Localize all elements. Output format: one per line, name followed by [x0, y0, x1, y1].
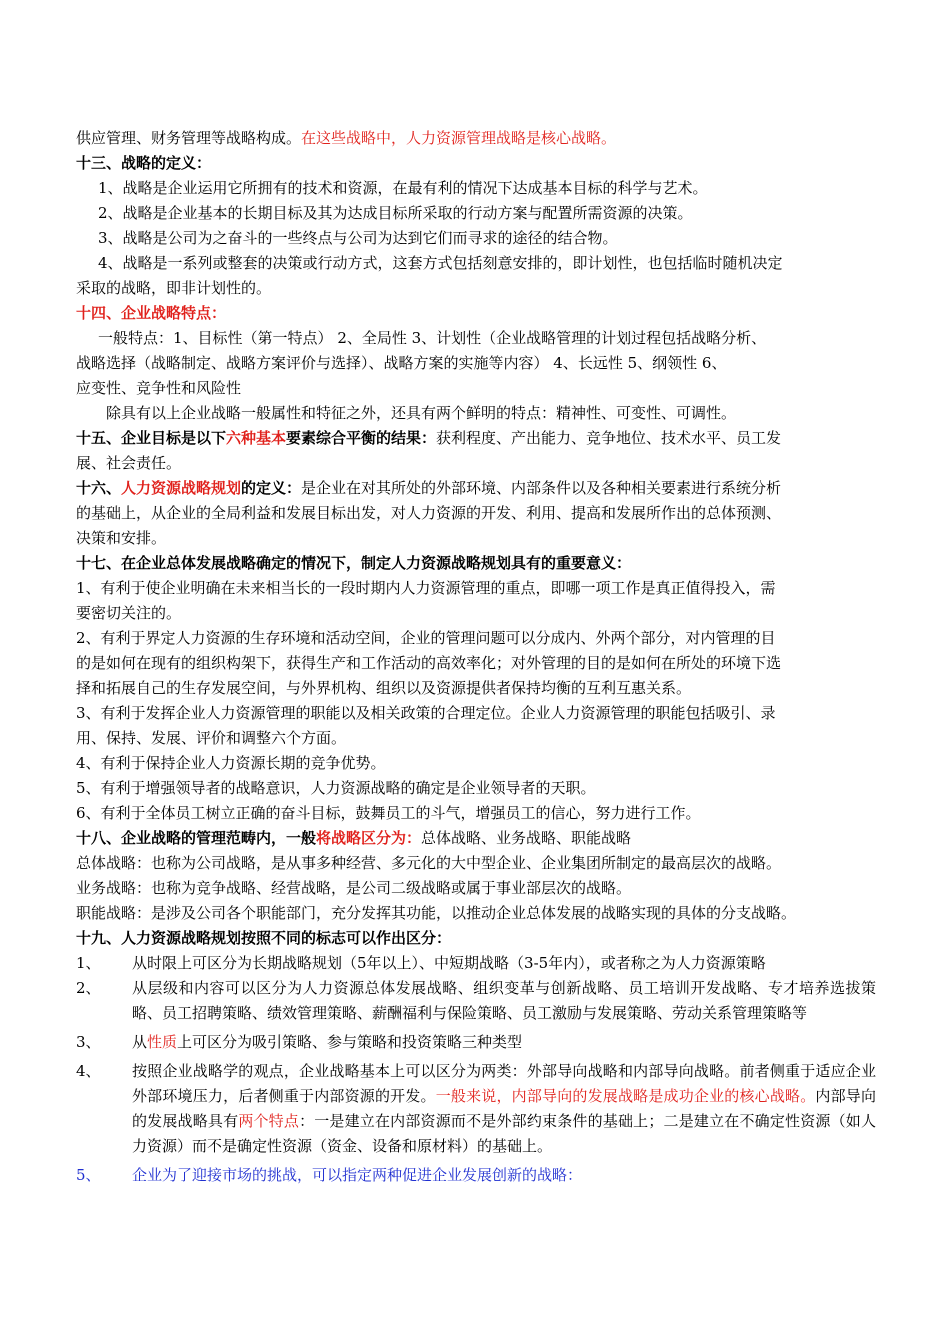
section-13-title: 十三、战略的定义：: [76, 154, 212, 172]
item-number: 1、: [76, 954, 101, 972]
item-text: [132, 1030, 876, 1055]
text: ：一是建立在内部资源而不是外部约束条件的基础上；二是建立在不确定性资源（如人力资源）而不是确定性资源（资金、设备和原材料）的基础上。: [132, 1112, 876, 1155]
highlight-text: 在这些战略中，人力资源管理战略是核心战略。: [301, 129, 617, 147]
s19-item-3: [76, 1030, 876, 1055]
text: 十六、: [76, 479, 122, 497]
highlight-text: 性质: [147, 1033, 178, 1051]
s19-item-5: [76, 1163, 876, 1188]
section-18-title: [76, 826, 876, 851]
s17-line: 择和拓展自己的生存发展空间，与外界机构、组织以及资源提供者保持均衡的互利互惠关系。: [76, 679, 692, 697]
text: 要素综合平衡的结果：: [286, 429, 437, 447]
s18-line: 职能战略：是涉及公司各个职能部门，充分发挥其功能，以推动企业总体发展的战略实现的具体的分支战略。: [76, 904, 797, 922]
s18-line: 业务战略：也称为竞争战略、经营战略，是公司二级战略或属于事业部层次的战略。: [76, 879, 632, 897]
item-number: 4、: [76, 1062, 101, 1080]
s17-line: 2、有利于界定人力资源的生存环境和活动空间，企业的管理问题可以分成内、外两个部分，对内管理的目: [76, 629, 776, 647]
s17-line: 的是如何在现有的组织构架下，获得生产和工作活动的高效率化；对外管理的目的是如何在所处的环境下选: [76, 654, 782, 672]
s16-line-2: 的基础上，从企业的全局利益和发展目标出发，对人力资源的开发、利用、提高和发展所作出的总体预测、: [76, 504, 782, 522]
s13-item-4-cont: 采取的战略，即非计划性的。: [76, 279, 272, 297]
s13-item-2: 2、战略是企业基本的长期目标及其为达成目标所采取的行动方案与配置所需资源的决策。: [98, 204, 693, 222]
s17-line: 5、有利于增强领导者的战略意识，人力资源战略的确定是企业领导者的天职。: [76, 779, 596, 797]
text: 供应管理、财务管理等战略构成。: [76, 129, 302, 147]
text: 十八、企业战略的管理范畴内，一般: [76, 829, 317, 847]
s14-line-3: 应变性、竞争性和风险性: [76, 379, 242, 397]
s15-line-2: 展、社会责任。: [76, 454, 182, 472]
document-page: [76, 126, 876, 1188]
item-number: 3、: [76, 1033, 101, 1051]
s17-line: 1、有利于使企业明确在未来相当长的一段时期内人力资源管理的重点，即哪一项工作是真正值得投入，需: [76, 579, 776, 597]
section-14-title: 十四、企业战略特点：: [76, 304, 227, 322]
s19-item-2: [76, 976, 876, 1026]
s19-item-1: [76, 951, 876, 976]
s14-line-1: 一般特点：1、目标性（第一特点） 2、全局性 3、计划性（企业战略管理的计划过程包括战略分析、: [98, 329, 767, 347]
s13-item-3: 3、战略是公司为之奋斗的一些终点与公司为达到它们而寻求的途径的结合物。: [98, 229, 618, 247]
highlight-text: 六种基本: [226, 429, 287, 447]
s17-line: 用、保持、发展、评价和调整六个方面。: [76, 729, 347, 747]
s14-line-2: 战略选择（战略制定、战略方案评价与选择）、战略方案的实施等内容） 4、长远性 5、纲领性 6、: [76, 354, 727, 372]
s13-item-4: 4、战略是一系列或整套的决策或行动方式，这套方式包括刻意安排的，即计划性，也包括临时随机决定: [98, 254, 783, 272]
s17-line: 要密切关注的。: [76, 604, 182, 622]
section-19-title: 十九、人力资源战略规划按照不同的标志可以作出区分：: [76, 929, 452, 947]
item-text: 企业为了迎接市场的挑战，可以指定两种促进企业发展创新的战略：: [132, 1166, 583, 1184]
item-number: 5、: [76, 1166, 101, 1184]
section-15-title: [76, 426, 876, 451]
item-text: 从层级和内容可以区分为人力资源总体发展战略、组织变革与创新战略、员工培训开发战略、专才培养选拔策略、员工招聘策略、绩效管理策略、薪酬福利与保险策略、员工激励与发展策略、劳动关系管理策略等: [132, 979, 876, 1022]
s13-item-1: 1、战略是企业运用它所拥有的技术和资源，在最有利的情况下达成基本目标的科学与艺术。: [98, 179, 708, 197]
text: 获利程度、产出能力、竞争地位、技术水平、员工发: [436, 429, 782, 447]
s17-line: 6、有利于全体员工树立正确的奋斗目标，鼓舞员工的斗气，增强员工的信心，努力进行工作。: [76, 804, 701, 822]
s18-line: 总体战略：也称为公司战略，是从事多种经营、多元化的大中型企业、企业集团所制定的最高层次的战略。: [76, 854, 782, 872]
text: 按照企业战略学的观点，企业战略基本上可以区分为两类：外部导向战略和内部导向战略。前者侧重于适应企业外部环境压力，后者侧重于内部资源的开发。: [132, 1062, 876, 1105]
highlight-text: 两个特点: [238, 1112, 300, 1130]
s17-line: 3、有利于发挥企业人力资源管理的职能以及相关政策的合理定位。企业人力资源管理的职能包括吸引、录: [76, 704, 776, 722]
highlight-text: 一般来说，内部导向的发展战略是成功企业的核心战略。: [435, 1087, 816, 1105]
item-text: [132, 1059, 876, 1159]
text: 十五、企业目标是以下: [76, 429, 227, 447]
item-text: 从时限上可区分为长期战略规划（5年以上）、中短期战略（3-5年内），或者称之为人力资源策略: [132, 954, 766, 972]
s14-line-4: 除具有以上企业战略一般属性和特征之外，还具有两个鲜明的特点：精神性、可变性、可调性。: [106, 404, 737, 422]
text: 从: [132, 1033, 148, 1051]
text: 是企业在对其所处的外部环境、内部条件以及各种相关要素进行系统分析: [301, 479, 782, 497]
section-17-title: 十七、在企业总体发展战略确定的情况下，制定人力资源战略规划具有的重要意义：: [76, 554, 632, 572]
section-16-title: [76, 476, 876, 501]
text: 内部导向的发展战略具有: [132, 1087, 876, 1130]
highlight-text: 将战略区分为：: [316, 829, 422, 847]
text: 上可区分为吸引策略、参与策略和投资策略三种类型: [177, 1033, 523, 1051]
text: 总体战略、业务战略、职能战略: [421, 829, 632, 847]
s19-item-4: [76, 1059, 876, 1159]
highlight-text: 人力资源战略规划: [121, 479, 242, 497]
paragraph-continuation: [76, 126, 876, 151]
item-number: 2、: [76, 979, 101, 997]
text: 的定义：: [241, 479, 302, 497]
s17-line: 4、有利于保持企业人力资源长期的竞争优势。: [76, 754, 386, 772]
s16-line-3: 决策和安排。: [76, 529, 167, 547]
